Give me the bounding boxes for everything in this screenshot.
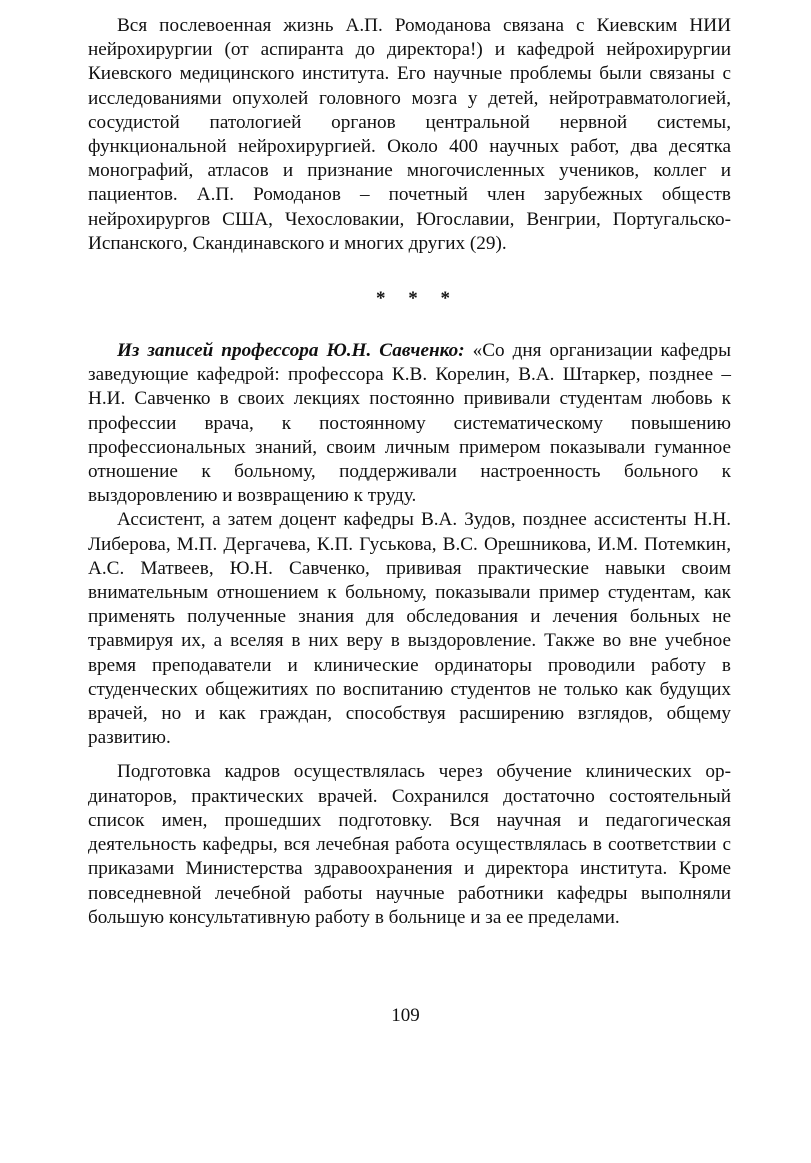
paragraph-savchenko-notes	[88, 339, 731, 508]
savchenko-notes-body: «Со дня организации кафедры заведующие кафедрой: профессора К.В. Корелин, В.А. Штаркер, позднее – Н.И. Савченко в своих лекциях постоянно прививали студентам любовь к профессии врача, к постоянному систематическому повышению профессиональных знаний, своим личным примером показывали гуманное отношение к больному, поддерживали настроенность больного к выздоровлению и возвращению к труду.	[88, 340, 731, 507]
section-separator: * * *	[376, 288, 459, 310]
paragraph-staff-training: Подготовка кадров осуществлялась через обучение клинических ординаторов, практических врачей. Сохранился достаточно состоятельный список имен, прошедших подготовку. Вся научная и педагогическая деятельность кафедры, вся лечебная работа осуществлялась в соответствии с приказами Министерства здравоохранения и директора института. Кроме повседневной лечебной работы научные работники кафедры выполняли большую консультативную работу в больнице и за ее пределами.	[88, 761, 731, 928]
paragraph-assistants: Ассистент, а затем доцент кафедры В.А. Зудов, позднее ассистенты Н.Н. Либерова, М.П. Дергачева, К.П. Гуськова, В.С. Орешникова, И.М. Потемкин, А.С. Матвеев, Ю.Н. Савченко, прививая практические навыки своим внимательным отношением к больному, показывали пример студентам, как применять полученные знания для обследования и лечения больных не травмируя их, а вселяя в них веру в выздоровление. Также во вне учебное время преподаватели и клинические ординаторы проводили работу в студенческих общежитиях по воспитанию студентов не только как будущих врачей, но и как граждан, способствуя расширению взглядов, общему развитию.	[88, 509, 731, 749]
savchenko-notes-lead: Из записей профессора Ю.Н. Савченко:	[117, 340, 465, 362]
book-page-text	[88, 14, 731, 930]
paragraph-romodanov-biography: Вся послевоенная жизнь А.П. Ромоданова связана с Киевским НИИ нейрохирургии (от аспиранта до директора!) и кафедрой нейрохирургии Киевского медицинского института. Его научные проблемы были связаны с исследованиями опухолей головного мозга у детей, нейротравматологией, сосудистой патологией органов центральной нервной системы, функциональной нейрохирургией. Около 400 научных работ, два десятка монографий, атласов и признание многочисленных учеников, коллег и пациентов. А.П. Ромоданов – почетный член зарубежных обществ нейрохирургов США, Чехословакии, Югославии, Венгрии, Португальско-Испанского, Скандинавского и многих других (29).	[88, 15, 731, 254]
page-number: 109	[391, 1005, 420, 1026]
